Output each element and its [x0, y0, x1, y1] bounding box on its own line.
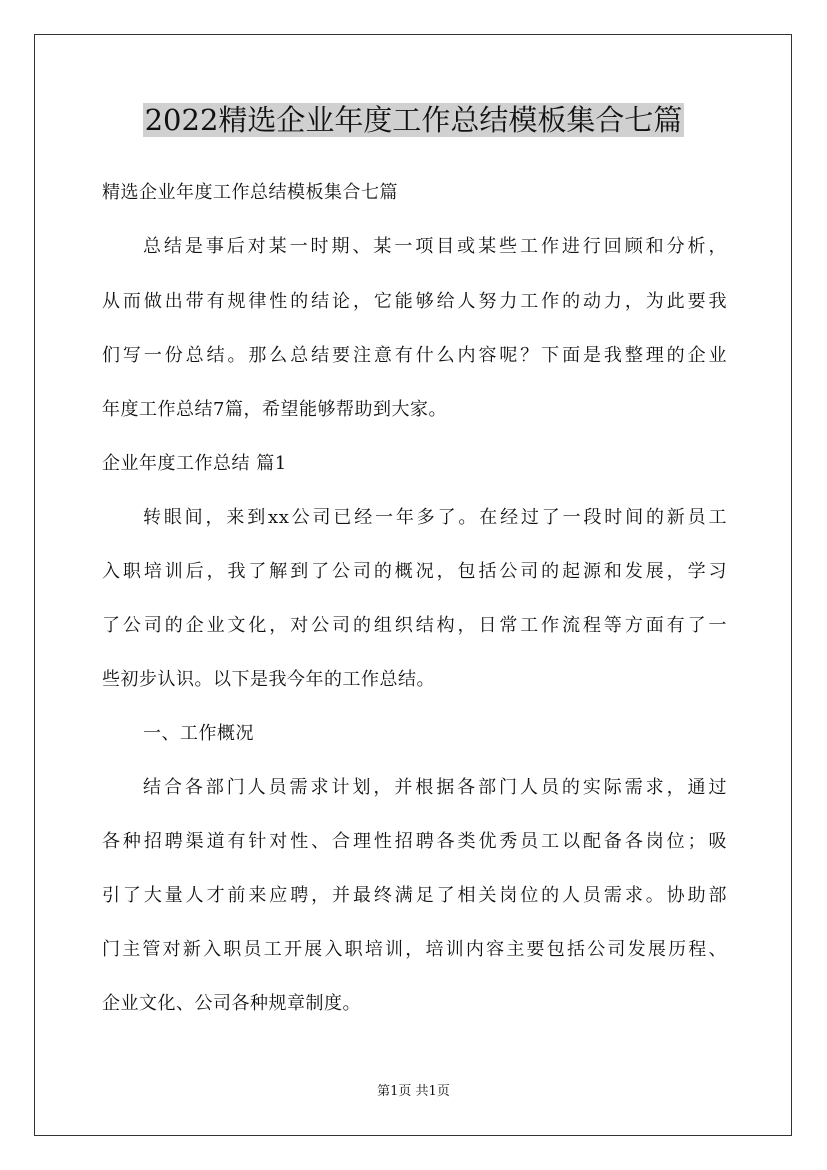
page-footer: 第1页 共1页: [377, 1084, 450, 1099]
intro-line-4: 年度工作总结7篇，希望能够帮助到大家。: [102, 399, 447, 420]
intro-line-2: 从而做出带有规律性的结论，它能够给人努力工作的动力，为此要我: [102, 291, 727, 312]
para1-line-1: 转眼间，来到xx公司已经一年多了。在经过了一段时间的新员工: [143, 507, 727, 528]
document-title: 2022精选企业年度工作总结模板集合七篇: [144, 103, 683, 137]
para1-line-4: 些初步认识。以下是我今年的工作总结。: [102, 669, 435, 690]
para1-line-3: 了公司的企业文化，对公司的组织结构，日常工作流程等方面有了一: [102, 615, 727, 636]
para2-line-3: 引了大量人才前来应聘，并最终满足了相关岗位的人员需求。协助部: [102, 885, 727, 906]
para1-line-2: 入职培训后，我了解到了公司的概况，包括公司的起源和发展，学习: [102, 561, 727, 582]
section-heading: 企业年度工作总结 篇1: [102, 453, 287, 474]
intro-line-3: 们写一份总结。那么总结要注意有什么内容呢？下面是我整理的企业: [102, 345, 727, 366]
document-subtitle: 精选企业年度工作总结模板集合七篇: [102, 182, 398, 203]
intro-line-1: 总结是事后对某一时期、某一项目或某些工作进行回顾和分析，: [143, 236, 727, 257]
para2-line-2: 各种招聘渠道有针对性、合理性招聘各类优秀员工以配备各岗位；吸: [102, 831, 727, 852]
para2-line-4: 门主管对新入职员工开展入职培训，培训内容主要包括公司发展历程、: [102, 939, 727, 960]
para2-line-1: 结合各部门人员需求计划，并根据各部门人员的实际需求，通过: [143, 777, 727, 798]
para2-line-5: 企业文化、公司各种规章制度。: [102, 993, 361, 1014]
subheading: 一、工作概况: [143, 723, 254, 744]
